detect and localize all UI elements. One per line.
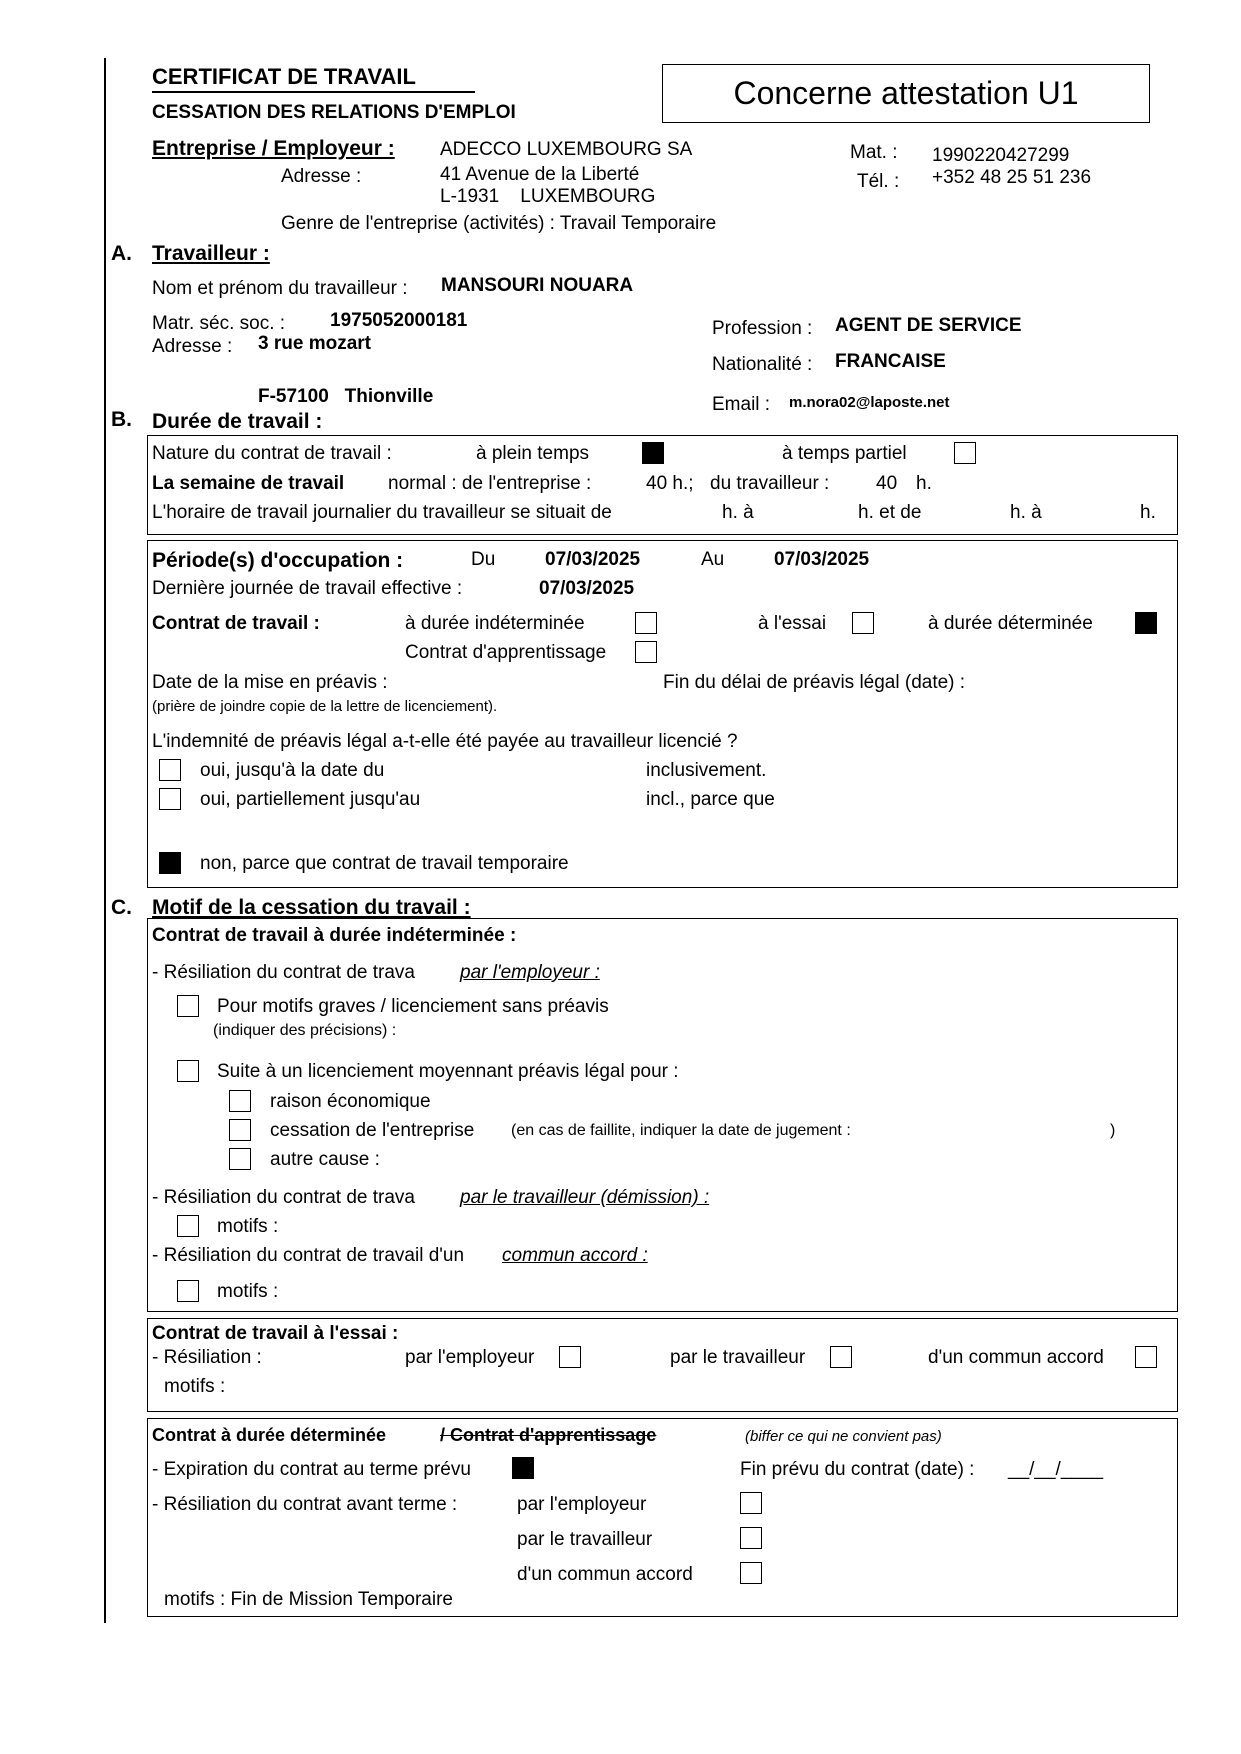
employer-tel-label: Tél. : [857,171,900,192]
schedule-h-a-2: h. à [1010,502,1042,523]
trial-motifs-label: motifs : [164,1376,226,1397]
schedule-h-a-1: h. à [722,502,754,523]
worker-ssn-value: 1975052000181 [330,310,468,331]
email-value: m.nora02@laposte.net [789,394,950,411]
cdd-by-worker-checkbox[interactable] [740,1527,762,1549]
work-week-label: La semaine de travail [152,473,345,494]
trial-mutual-label: d'un commun accord [928,1347,1104,1368]
employer-name: ADECCO LUXEMBOURG SA [440,139,693,160]
employer-label: Entreprise / Employeur : [152,137,395,160]
employer-address-label: Adresse : [281,166,362,187]
bankruptcy-note-close: ) [1110,1122,1116,1139]
document-subtitle: CESSATION DES RELATIONS D'EMPLOI [152,102,516,123]
cdd-heading-struck: / Contrat d'apprentissage [440,1425,657,1445]
mutual-motifs-label: motifs : [217,1281,279,1302]
indemnity-no-label: non, parce que contrat de travail temporaire [200,853,569,874]
cdd-by-employer-label: par l'employeur [517,1494,647,1515]
from-label: Du [471,549,496,570]
last-day-value: 07/03/2025 [539,578,635,599]
occupation-period-label: Période(s) d'occupation : [152,549,404,572]
resignation-motifs-label: motifs : [217,1216,279,1237]
document-title: CERTIFICAT DE TRAVAIL [152,64,416,89]
section-c-heading: Motif de la cessation du travail : [152,896,471,919]
apprenticeship-checkbox[interactable] [635,641,657,663]
section-b-letter: B. [111,408,132,431]
left-margin-rule [104,58,106,1623]
to-date: 07/03/2025 [774,549,870,570]
contract-type-label: Contrat de travail : [152,613,320,634]
cdd-termination-box [147,1418,1178,1617]
trial-by-worker-checkbox[interactable] [830,1346,852,1368]
termination-employer-prefix: - Résiliation du contrat de trava [152,962,415,983]
planned-end-value[interactable]: __/__/____ [1008,1459,1104,1480]
cdd-checkbox[interactable] [1135,612,1157,634]
indemnity-question: L'indemnité de préavis légal a-t-elle été payée au travailleur licencié ? [152,731,738,752]
apprenticeship-label: Contrat d'apprentissage [405,642,607,663]
trial-by-employer-label: par l'employeur [405,1347,535,1368]
expiry-checkbox[interactable] [512,1457,534,1479]
full-time-checkbox[interactable] [642,442,664,464]
indemnity-full-checkbox[interactable] [159,759,181,781]
serious-grounds-label: Pour motifs graves / licenciement sans préavis [217,996,609,1017]
section-b-heading: Durée de travail : [152,410,323,433]
trial-checkbox[interactable] [852,612,874,634]
indemnity-full-label: oui, jusqu'à la date du [200,760,385,781]
economic-reason-checkbox[interactable] [229,1090,251,1112]
termination-worker-prefix: - Résiliation du contrat de trava [152,1187,415,1208]
title-underline [152,91,475,93]
notice-date-label: Date de la mise en préavis : [152,672,388,693]
cdd-label: à durée déterminée [928,613,1093,634]
schedule-h-end: h. [1140,502,1156,523]
notice-dismissal-label: Suite à un licenciement moyennant préavis légal pour : [217,1061,679,1082]
nationality-value: FRANCAISE [835,351,946,372]
trial-termination-label: - Résiliation : [152,1347,262,1368]
mutual-motifs-checkbox[interactable] [177,1280,199,1302]
worker-hours-value: 40 [876,473,898,494]
nationality-label: Nationalité : [712,354,813,375]
indemnity-partial-suffix: incl., parce que [646,789,775,810]
attach-letter-note: (prière de joindre copie de la lettre de licenciement). [152,698,498,715]
worker-hours-label: du travailleur : [710,473,830,494]
termination-mutual-link: commun accord : [502,1245,648,1266]
cdd-motifs: motifs : Fin de Mission Temporaire [164,1589,453,1610]
company-hours: 40 h.; [646,473,694,494]
indemnity-full-suffix: inclusivement. [646,760,767,781]
section-a-heading: Travailleur : [152,242,270,265]
trial-heading: Contrat de travail à l'essai : [152,1323,399,1344]
worker-address-line2: F-57100 Thionville [258,386,434,407]
cdd-mutual-label: d'un commun accord [517,1564,693,1585]
termination-employer-link: par l'employeur : [460,962,600,983]
concerne-text: Concerne attestation U1 [733,75,1079,111]
employer-genre: Genre de l'entreprise (activités) : Travail Temporaire [281,213,717,234]
schedule-h-et-de: h. et de [858,502,922,523]
business-closure-checkbox[interactable] [229,1119,251,1141]
section-a-letter: A. [111,242,132,265]
employer-address-line1: 41 Avenue de la Liberté [440,164,640,185]
contract-nature-label: Nature du contrat de travail : [152,443,392,464]
other-cause-checkbox[interactable] [229,1148,251,1170]
termination-worker-link: par le travailleur (démission) : [460,1187,710,1208]
indemnity-partial-label: oui, partiellement jusqu'au [200,789,421,810]
worker-name-label: Nom et prénom du travailleur : [152,278,408,299]
worker-name-value: MANSOURI NOUARA [441,275,634,296]
section-c-letter: C. [111,896,132,919]
bankruptcy-note: (en cas de faillite, indiquer la date de jugement : [511,1122,851,1139]
employer-mat-label: Mat. : [850,142,898,163]
termination-mutual-prefix: - Résiliation du contrat de travail d'un [152,1245,465,1266]
cdd-by-employer-checkbox[interactable] [740,1492,762,1514]
to-label: Au [701,549,725,570]
part-time-checkbox[interactable] [954,442,976,464]
part-time-label: à temps partiel [782,443,907,464]
last-day-label: Dernière journée de travail effective : [152,578,463,599]
resignation-motifs-checkbox[interactable] [177,1215,199,1237]
email-label: Email : [712,394,771,415]
work-week-text: normal : de l'entreprise : [388,473,592,494]
planned-end-label: Fin prévu du contrat (date) : [740,1459,975,1480]
business-closure-label: cessation de l'entreprise [270,1120,475,1141]
notice-end-label: Fin du délai de préavis légal (date) : [663,672,966,693]
employer-address-line2: L-1931 LUXEMBOURG [440,186,656,207]
expiry-label: - Expiration du contrat au terme prévu [152,1459,471,1480]
employer-mat-value: 1990220427299 [932,145,1070,166]
economic-reason-label: raison économique [270,1091,431,1112]
worker-address-line1: 3 rue mozart [258,333,371,354]
trial-label: à l'essai [758,613,827,634]
cdi-heading: Contrat de travail à durée indéterminée : [152,925,517,946]
other-cause-label: autre cause : [270,1149,380,1170]
trial-mutual-checkbox[interactable] [1135,1346,1157,1368]
notice-dismissal-checkbox[interactable] [177,1060,199,1082]
early-termination-label: - Résiliation du contrat avant terme : [152,1494,458,1515]
worker-address-label: Adresse : [152,336,233,357]
employer-tel-value: +352 48 25 51 236 [932,167,1092,188]
worker-ssn-label: Matr. séc. soc. : [152,313,286,334]
cdd-by-worker-label: par le travailleur [517,1529,653,1550]
full-time-label: à plein temps [476,443,590,464]
profession-label: Profession : [712,318,813,339]
daily-schedule-label: L'horaire de travail journalier du travailleur se situait de [152,502,612,523]
worker-hours-unit: h. [916,473,932,494]
from-date: 07/03/2025 [545,549,641,570]
profession-value: AGENT DE SERVICE [835,315,1022,336]
indemnity-no-checkbox[interactable] [159,852,181,874]
strike-note: (biffer ce qui ne convient pas) [745,1428,942,1445]
concerne-box [662,64,1150,123]
cdi-checkbox[interactable] [635,612,657,634]
serious-grounds-note: (indiquer des précisions) : [213,1022,397,1039]
cdd-mutual-checkbox[interactable] [740,1562,762,1584]
serious-grounds-checkbox[interactable] [177,995,199,1017]
indemnity-partial-checkbox[interactable] [159,788,181,810]
cdi-label: à durée indéterminée [405,613,585,634]
cdd-heading: Contrat à durée déterminée [152,1425,387,1445]
trial-by-employer-checkbox[interactable] [559,1346,581,1368]
trial-by-worker-label: par le travailleur [670,1347,806,1368]
